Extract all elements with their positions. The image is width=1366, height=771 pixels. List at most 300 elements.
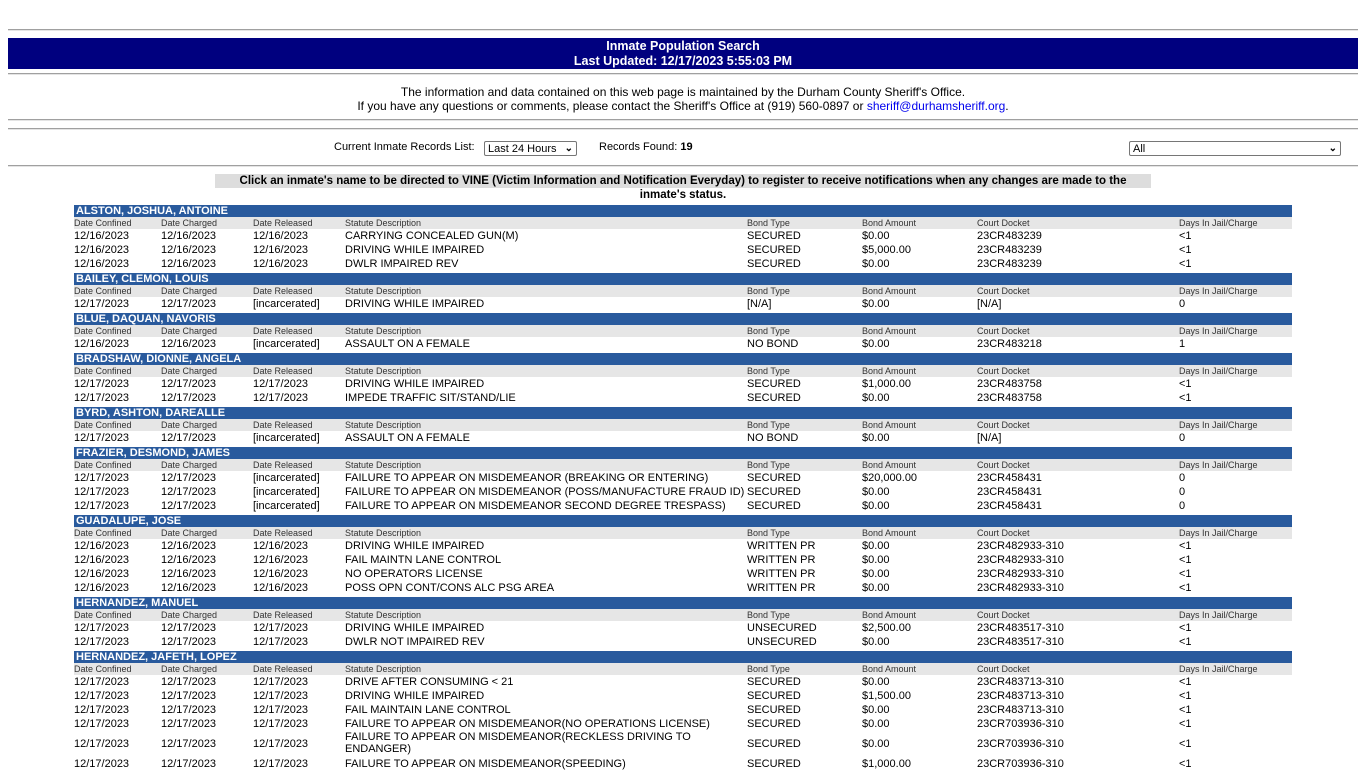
court-docket-cell: 23CR483713-310 (977, 690, 1064, 702)
charge-row (74, 581, 1292, 595)
bond-type-cell: SECURED (747, 244, 801, 256)
bond-type-cell: NO BOND (747, 432, 799, 444)
days-in-jail-cell: <1 (1179, 622, 1192, 634)
statute-description-cell: FAIL MAINTAIN LANE CONTROL (345, 704, 511, 716)
charge-row (74, 297, 1292, 311)
column-header-bond-amount: Bond Amount (862, 218, 917, 228)
days-in-jail-cell: <1 (1179, 636, 1192, 648)
days-in-jail-cell: <1 (1179, 244, 1192, 256)
date-charged-cell: 12/17/2023 (161, 622, 217, 634)
date-charged-cell: 12/16/2023 (161, 582, 217, 594)
column-header-days-in-jail: Days In Jail/Charge (1179, 528, 1258, 538)
bond-amount-cell: $0.00 (862, 636, 890, 648)
page-title: Inmate Population Search (606, 39, 760, 53)
date-confined-cell: 12/16/2023 (74, 554, 130, 566)
inmate-name-link[interactable]: HERNANDEZ, MANUEL (74, 597, 1292, 609)
column-header-bond-amount: Bond Amount (862, 420, 917, 430)
bond-amount-cell: $0.00 (862, 568, 890, 580)
date-confined-cell: 12/17/2023 (74, 738, 130, 750)
bond-type-cell: SECURED (747, 704, 801, 716)
charge-row (74, 229, 1292, 243)
days-in-jail-cell: <1 (1179, 758, 1192, 770)
statute-description-cell: DRIVING WHILE IMPAIRED (345, 622, 485, 634)
column-header-date-released: Date Released (253, 460, 313, 470)
date-confined-cell: 12/17/2023 (74, 392, 130, 404)
court-docket-cell: 23CR483239 (977, 244, 1042, 256)
column-header-date-charged: Date Charged (161, 528, 218, 538)
bond-amount-cell: $2,500.00 (862, 622, 911, 634)
date-released-cell: [incarcerated] (253, 432, 320, 444)
date-charged-cell: 12/17/2023 (161, 758, 217, 770)
date-released-cell: 12/17/2023 (253, 758, 309, 770)
column-header-days-in-jail: Days In Jail/Charge (1179, 218, 1258, 228)
bond-type-cell: SECURED (747, 500, 801, 512)
statute-description-cell: NO OPERATORS LICENSE (345, 568, 483, 580)
page-header (8, 38, 1358, 69)
statute-description-cell: CARRYING CONCEALED GUN(M) (345, 230, 519, 242)
statute-description-cell: FAILURE TO APPEAR ON MISDEMEANOR(SPEEDING) (345, 758, 626, 770)
date-released-cell: 12/16/2023 (253, 568, 309, 580)
statute-description-cell: POSS OPN CONT/CONS ALC PSG AREA (345, 582, 555, 594)
column-header-days-in-jail: Days In Jail/Charge (1179, 664, 1258, 674)
column-header-date-confined: Date Confined (74, 664, 132, 674)
court-docket-cell: [N/A] (977, 298, 1002, 310)
column-header-bond-type: Bond Type (747, 366, 790, 376)
statute-description-cell: DWLR NOT IMPAIRED REV (345, 636, 485, 648)
bond-amount-cell: $0.00 (862, 704, 890, 716)
days-in-jail-cell: <1 (1179, 258, 1192, 270)
bond-type-cell: WRITTEN PR (747, 554, 816, 566)
records-list-label: Current Inmate Records List: (334, 141, 475, 153)
days-in-jail-cell: 0 (1179, 432, 1186, 444)
charge-row (74, 257, 1292, 271)
statute-description-cell: IMPEDE TRAFFIC SIT/STAND/LIE (345, 392, 516, 404)
date-confined-cell: 12/17/2023 (74, 472, 130, 484)
inmate-name-link[interactable]: ALSTON, JOSHUA, ANTOINE (74, 205, 1292, 217)
column-header-date-released: Date Released (253, 610, 313, 620)
date-released-cell: 12/16/2023 (253, 230, 309, 242)
divider (8, 73, 1358, 75)
inmate-filter-select[interactable]: All ⌄ (1129, 141, 1341, 156)
column-header-row (74, 419, 1292, 431)
column-header-date-released: Date Released (253, 366, 313, 376)
date-released-cell: [incarcerated] (253, 500, 320, 512)
bond-type-cell: SECURED (747, 486, 801, 498)
date-released-cell: [incarcerated] (253, 338, 320, 350)
court-docket-cell: 23CR483239 (977, 258, 1042, 270)
date-confined-cell: 12/17/2023 (74, 432, 130, 444)
records-list-select[interactable]: Last 24 Hours ⌄ (484, 141, 577, 156)
court-docket-cell: 23CR482933-310 (977, 568, 1064, 580)
date-confined-cell: 12/17/2023 (74, 690, 130, 702)
court-docket-cell: 23CR482933-310 (977, 554, 1064, 566)
bond-type-cell: WRITTEN PR (747, 568, 816, 580)
column-header-statute-description: Statute Description (345, 218, 422, 228)
chevron-down-icon: ⌄ (564, 143, 573, 154)
charge-row (74, 553, 1292, 567)
bond-amount-cell: $0.00 (862, 738, 890, 750)
date-charged-cell: 12/16/2023 (161, 230, 217, 242)
date-confined-cell: 12/17/2023 (74, 622, 130, 634)
date-confined-cell: 12/16/2023 (74, 582, 130, 594)
column-header-court-docket: Court Docket (977, 664, 1030, 674)
column-header-bond-amount: Bond Amount (862, 610, 917, 620)
date-charged-cell: 12/17/2023 (161, 718, 217, 730)
bond-amount-cell: $0.00 (862, 718, 890, 730)
days-in-jail-cell: 0 (1179, 298, 1186, 310)
column-header-days-in-jail: Days In Jail/Charge (1179, 286, 1258, 296)
column-header-date-released: Date Released (253, 326, 313, 336)
statute-description-cell: FAILURE TO APPEAR ON MISDEMEANOR(RECKLESS DRIVING TO ENDANGER) (345, 731, 691, 755)
sheriff-email-link[interactable]: sheriff@durhamsheriff.org (866, 99, 1006, 113)
days-in-jail-cell: 0 (1179, 472, 1186, 484)
date-confined-cell: 12/17/2023 (74, 378, 130, 390)
date-confined-cell: 12/17/2023 (74, 500, 130, 512)
bond-type-cell: SECURED (747, 230, 801, 242)
statute-description-cell: FAILURE TO APPEAR ON MISDEMEANOR (BREAKING OR ENTERING) (345, 472, 709, 484)
statute-description-cell: FAILURE TO APPEAR ON MISDEMEANOR (POSS/MANUFACTURE FRAUD ID) (345, 486, 745, 498)
column-header-court-docket: Court Docket (977, 366, 1030, 376)
column-header-court-docket: Court Docket (977, 610, 1030, 620)
date-charged-cell: 12/17/2023 (161, 704, 217, 716)
date-released-cell: 12/17/2023 (253, 392, 309, 404)
days-in-jail-cell: <1 (1179, 378, 1192, 390)
column-header-date-confined: Date Confined (74, 366, 132, 376)
bond-amount-cell: $0.00 (862, 554, 890, 566)
days-in-jail-cell: <1 (1179, 230, 1192, 242)
column-header-statute-description: Statute Description (345, 664, 422, 674)
charge-row (74, 621, 1292, 635)
bond-type-cell: SECURED (747, 690, 801, 702)
date-confined-cell: 12/16/2023 (74, 244, 130, 256)
date-charged-cell: 12/17/2023 (161, 690, 217, 702)
divider (8, 119, 1358, 121)
date-charged-cell: 12/17/2023 (161, 392, 217, 404)
column-header-statute-description: Statute Description (345, 286, 422, 296)
date-charged-cell: 12/16/2023 (161, 554, 217, 566)
column-header-row (74, 217, 1292, 229)
date-charged-cell: 12/16/2023 (161, 338, 217, 350)
inmate-name-link[interactable]: BYRD, ASHTON, DAREALLE (74, 407, 1292, 419)
date-charged-cell: 12/16/2023 (161, 540, 217, 552)
court-docket-cell: 23CR483713-310 (977, 676, 1064, 688)
column-header-date-released: Date Released (253, 286, 313, 296)
divider (8, 29, 1358, 31)
charge-row (74, 703, 1292, 717)
column-header-statute-description: Statute Description (345, 460, 422, 470)
date-released-cell: 12/17/2023 (253, 636, 309, 648)
column-header-court-docket: Court Docket (977, 286, 1030, 296)
date-released-cell: 12/17/2023 (253, 622, 309, 634)
days-in-jail-cell: 0 (1179, 486, 1186, 498)
court-docket-cell: 23CR483517-310 (977, 636, 1064, 648)
info-line-1: The information and data contained on this web page is maintained by the Durham County Sheriff's Office. (400, 85, 966, 99)
statute-description-cell: DRIVING WHILE IMPAIRED (345, 540, 485, 552)
column-header-date-confined: Date Confined (74, 528, 132, 538)
column-header-date-charged: Date Charged (161, 460, 218, 470)
charge-row (74, 675, 1292, 689)
days-in-jail-cell: <1 (1179, 568, 1192, 580)
date-confined-cell: 12/17/2023 (74, 704, 130, 716)
column-header-court-docket: Court Docket (977, 218, 1030, 228)
bond-type-cell: WRITTEN PR (747, 582, 816, 594)
court-docket-cell: 23CR483758 (977, 392, 1042, 404)
date-confined-cell: 12/17/2023 (74, 718, 130, 730)
charge-row (74, 731, 1292, 757)
days-in-jail-cell: <1 (1179, 718, 1192, 730)
statute-description-cell: FAIL MAINTN LANE CONTROL (345, 554, 502, 566)
column-header-date-charged: Date Charged (161, 218, 218, 228)
court-docket-cell: 23CR482933-310 (977, 582, 1064, 594)
column-header-date-charged: Date Charged (161, 286, 218, 296)
days-in-jail-cell: <1 (1179, 738, 1192, 750)
date-released-cell: 12/17/2023 (253, 704, 309, 716)
column-header-bond-amount: Bond Amount (862, 528, 917, 538)
bond-amount-cell: $0.00 (862, 486, 890, 498)
column-header-bond-amount: Bond Amount (862, 326, 917, 336)
date-confined-cell: 12/17/2023 (74, 676, 130, 688)
statute-description-cell: DRIVING WHILE IMPAIRED (345, 244, 485, 256)
column-header-date-charged: Date Charged (161, 664, 218, 674)
bond-amount-cell: $0.00 (862, 258, 890, 270)
inmate-name-link[interactable]: BAILEY, CLEMON, LOUIS (74, 273, 1292, 285)
bond-amount-cell: $1,000.00 (862, 378, 911, 390)
charge-row (74, 431, 1292, 445)
column-header-bond-type: Bond Type (747, 420, 790, 430)
date-confined-cell: 12/17/2023 (74, 486, 130, 498)
column-header-bond-type: Bond Type (747, 528, 790, 538)
bond-type-cell: SECURED (747, 676, 801, 688)
court-docket-cell: 23CR483218 (977, 338, 1042, 350)
statute-description-cell: DRIVE AFTER CONSUMING < 21 (345, 676, 514, 688)
statute-description-cell: DRIVING WHILE IMPAIRED (345, 298, 485, 310)
statute-description-cell: ASSAULT ON A FEMALE (345, 432, 470, 444)
column-header-date-released: Date Released (253, 420, 313, 430)
charge-row (74, 485, 1292, 499)
divider (8, 128, 1358, 130)
date-charged-cell: 12/16/2023 (161, 258, 217, 270)
column-header-row (74, 609, 1292, 621)
bond-type-cell: UNSECURED (747, 622, 817, 634)
bond-amount-cell: $1,000.00 (862, 758, 911, 770)
date-released-cell: 12/17/2023 (253, 718, 309, 730)
court-docket-cell: 23CR483517-310 (977, 622, 1064, 634)
bond-amount-cell: $0.00 (862, 432, 890, 444)
info-line-2: If you have any questions or comments, please contact the Sheriff's Office at (919) 560-0897 or sheriff@durhamsheriff.org. (357, 99, 1009, 113)
column-header-date-charged: Date Charged (161, 366, 218, 376)
court-docket-cell: [N/A] (977, 432, 1002, 444)
days-in-jail-cell: <1 (1179, 582, 1192, 594)
column-header-days-in-jail: Days In Jail/Charge (1179, 460, 1258, 470)
date-confined-cell: 12/16/2023 (74, 258, 130, 270)
inmate-name-link[interactable]: GUADALUPE, JOSE (74, 515, 1292, 527)
days-in-jail-cell: 1 (1179, 338, 1186, 350)
charge-row (74, 337, 1292, 351)
column-header-days-in-jail: Days In Jail/Charge (1179, 326, 1258, 336)
date-confined-cell: 12/17/2023 (74, 758, 130, 770)
date-confined-cell: 12/17/2023 (74, 636, 130, 648)
records-count: 19 (680, 141, 693, 153)
statute-description-cell: DRIVING WHILE IMPAIRED (345, 690, 485, 702)
bond-type-cell: SECURED (747, 392, 801, 404)
date-confined-cell: 12/16/2023 (74, 338, 130, 350)
bond-amount-cell: $5,000.00 (862, 244, 911, 256)
column-header-date-released: Date Released (253, 218, 313, 228)
inmate-name-link[interactable]: BRADSHAW, DIONNE, ANGELA (74, 353, 1292, 365)
column-header-date-confined: Date Confined (74, 610, 132, 620)
days-in-jail-cell: 0 (1179, 500, 1186, 512)
charge-row (74, 377, 1292, 391)
inmate-name-link[interactable]: BLUE, DAQUAN, NAVORIS (74, 313, 1292, 325)
column-header-statute-description: Statute Description (345, 528, 422, 538)
date-released-cell: 12/16/2023 (253, 258, 309, 270)
bond-amount-cell: $0.00 (862, 230, 890, 242)
charge-row (74, 635, 1292, 649)
column-header-row (74, 459, 1292, 471)
inmate-name-link[interactable]: HERNANDEZ, JAFETH, LOPEZ (74, 651, 1292, 663)
court-docket-cell: 23CR482933-310 (977, 540, 1064, 552)
divider (8, 165, 1358, 167)
column-header-row (74, 663, 1292, 675)
column-header-date-charged: Date Charged (161, 326, 218, 336)
column-header-row (74, 285, 1292, 297)
column-header-date-released: Date Released (253, 528, 313, 538)
statute-description-cell: FAILURE TO APPEAR ON MISDEMEANOR SECOND DEGREE TRESPASS) (345, 500, 726, 512)
bond-type-cell: SECURED (747, 718, 801, 730)
court-docket-cell: 23CR458431 (977, 472, 1042, 484)
column-header-bond-type: Bond Type (747, 610, 790, 620)
column-header-statute-description: Statute Description (345, 366, 422, 376)
bond-amount-cell: $0.00 (862, 582, 890, 594)
date-released-cell: [incarcerated] (253, 298, 320, 310)
bond-amount-cell: $0.00 (862, 676, 890, 688)
date-charged-cell: 12/17/2023 (161, 378, 217, 390)
bond-type-cell: SECURED (747, 378, 801, 390)
date-released-cell: [incarcerated] (253, 472, 320, 484)
column-header-bond-type: Bond Type (747, 326, 790, 336)
bond-type-cell: [N/A] (747, 298, 772, 310)
column-header-row (74, 325, 1292, 337)
statute-description-cell: ASSAULT ON A FEMALE (345, 338, 470, 350)
days-in-jail-cell: <1 (1179, 540, 1192, 552)
column-header-bond-type: Bond Type (747, 460, 790, 470)
charge-row (74, 499, 1292, 513)
column-header-court-docket: Court Docket (977, 528, 1030, 538)
date-charged-cell: 12/17/2023 (161, 432, 217, 444)
column-header-bond-amount: Bond Amount (862, 286, 917, 296)
bond-type-cell: SECURED (747, 738, 801, 750)
court-docket-cell: 23CR483713-310 (977, 704, 1064, 716)
days-in-jail-cell: <1 (1179, 554, 1192, 566)
column-header-date-charged: Date Charged (161, 610, 218, 620)
charge-row (74, 243, 1292, 257)
column-header-row (74, 527, 1292, 539)
bond-amount-cell: $0.00 (862, 540, 890, 552)
court-docket-cell: 23CR458431 (977, 486, 1042, 498)
bond-amount-cell: $20,000.00 (862, 472, 918, 484)
column-header-date-confined: Date Confined (74, 286, 132, 296)
court-docket-cell: 23CR458431 (977, 500, 1042, 512)
bond-amount-cell: $1,500.00 (862, 690, 911, 702)
column-header-statute-description: Statute Description (345, 610, 422, 620)
date-charged-cell: 12/17/2023 (161, 298, 217, 310)
last-updated: Last Updated: 12/17/2023 5:55:03 PM (573, 54, 793, 68)
days-in-jail-cell: <1 (1179, 690, 1192, 702)
inmate-name-link[interactable]: FRAZIER, DESMOND, JAMES (74, 447, 1292, 459)
days-in-jail-cell: <1 (1179, 392, 1192, 404)
date-released-cell: 12/16/2023 (253, 540, 309, 552)
date-charged-cell: 12/17/2023 (161, 472, 217, 484)
bond-amount-cell: $0.00 (862, 338, 890, 350)
date-released-cell: 12/17/2023 (253, 690, 309, 702)
bond-amount-cell: $0.00 (862, 298, 890, 310)
column-header-days-in-jail: Days In Jail/Charge (1179, 366, 1258, 376)
date-released-cell: 12/16/2023 (253, 582, 309, 594)
vine-instruction: Click an inmate's name to be directed to VINE (Victim Information and Notification Everyday) to register to receive notifications when any changes are made to the inmate's status. (215, 174, 1151, 188)
bond-type-cell: SECURED (747, 258, 801, 270)
column-header-date-confined: Date Confined (74, 420, 132, 430)
charge-row (74, 567, 1292, 581)
date-charged-cell: 12/16/2023 (161, 244, 217, 256)
court-docket-cell: 23CR703936-310 (977, 758, 1064, 770)
charge-row (74, 757, 1292, 771)
column-header-date-charged: Date Charged (161, 420, 218, 430)
bond-type-cell: UNSECURED (747, 636, 817, 648)
column-header-days-in-jail: Days In Jail/Charge (1179, 610, 1258, 620)
bond-amount-cell: $0.00 (862, 500, 890, 512)
column-header-date-confined: Date Confined (74, 460, 132, 470)
date-released-cell: 12/17/2023 (253, 676, 309, 688)
bond-type-cell: WRITTEN PR (747, 540, 816, 552)
column-header-court-docket: Court Docket (977, 460, 1030, 470)
date-released-cell: 12/16/2023 (253, 244, 309, 256)
court-docket-cell: 23CR483239 (977, 230, 1042, 242)
charge-row (74, 689, 1292, 703)
column-header-court-docket: Court Docket (977, 326, 1030, 336)
column-header-bond-type: Bond Type (747, 286, 790, 296)
column-header-date-released: Date Released (253, 664, 313, 674)
days-in-jail-cell: <1 (1179, 704, 1192, 716)
column-header-court-docket: Court Docket (977, 420, 1030, 430)
bond-amount-cell: $0.00 (862, 392, 890, 404)
date-released-cell: 12/17/2023 (253, 378, 309, 390)
date-confined-cell: 12/16/2023 (74, 540, 130, 552)
date-released-cell: 12/16/2023 (253, 554, 309, 566)
days-in-jail-cell: <1 (1179, 676, 1192, 688)
date-charged-cell: 12/17/2023 (161, 676, 217, 688)
column-header-bond-amount: Bond Amount (862, 460, 917, 470)
chevron-down-icon: ⌄ (1328, 143, 1337, 154)
date-confined-cell: 12/16/2023 (74, 230, 130, 242)
charge-row (74, 391, 1292, 405)
bond-type-cell: NO BOND (747, 338, 799, 350)
column-header-bond-type: Bond Type (747, 218, 790, 228)
date-charged-cell: 12/17/2023 (161, 738, 217, 750)
date-confined-cell: 12/16/2023 (74, 568, 130, 580)
date-confined-cell: 12/17/2023 (74, 298, 130, 310)
statute-description-cell: DWLR IMPAIRED REV (345, 258, 459, 270)
date-charged-cell: 12/17/2023 (161, 500, 217, 512)
records-found: Records Found: 19 (599, 141, 693, 153)
column-header-bond-amount: Bond Amount (862, 366, 917, 376)
bond-type-cell: SECURED (747, 758, 801, 770)
inmate-list (74, 203, 1292, 771)
date-released-cell: [incarcerated] (253, 486, 320, 498)
column-header-date-confined: Date Confined (74, 326, 132, 336)
court-docket-cell: 23CR703936-310 (977, 738, 1064, 750)
bond-type-cell: SECURED (747, 472, 801, 484)
date-charged-cell: 12/16/2023 (161, 568, 217, 580)
